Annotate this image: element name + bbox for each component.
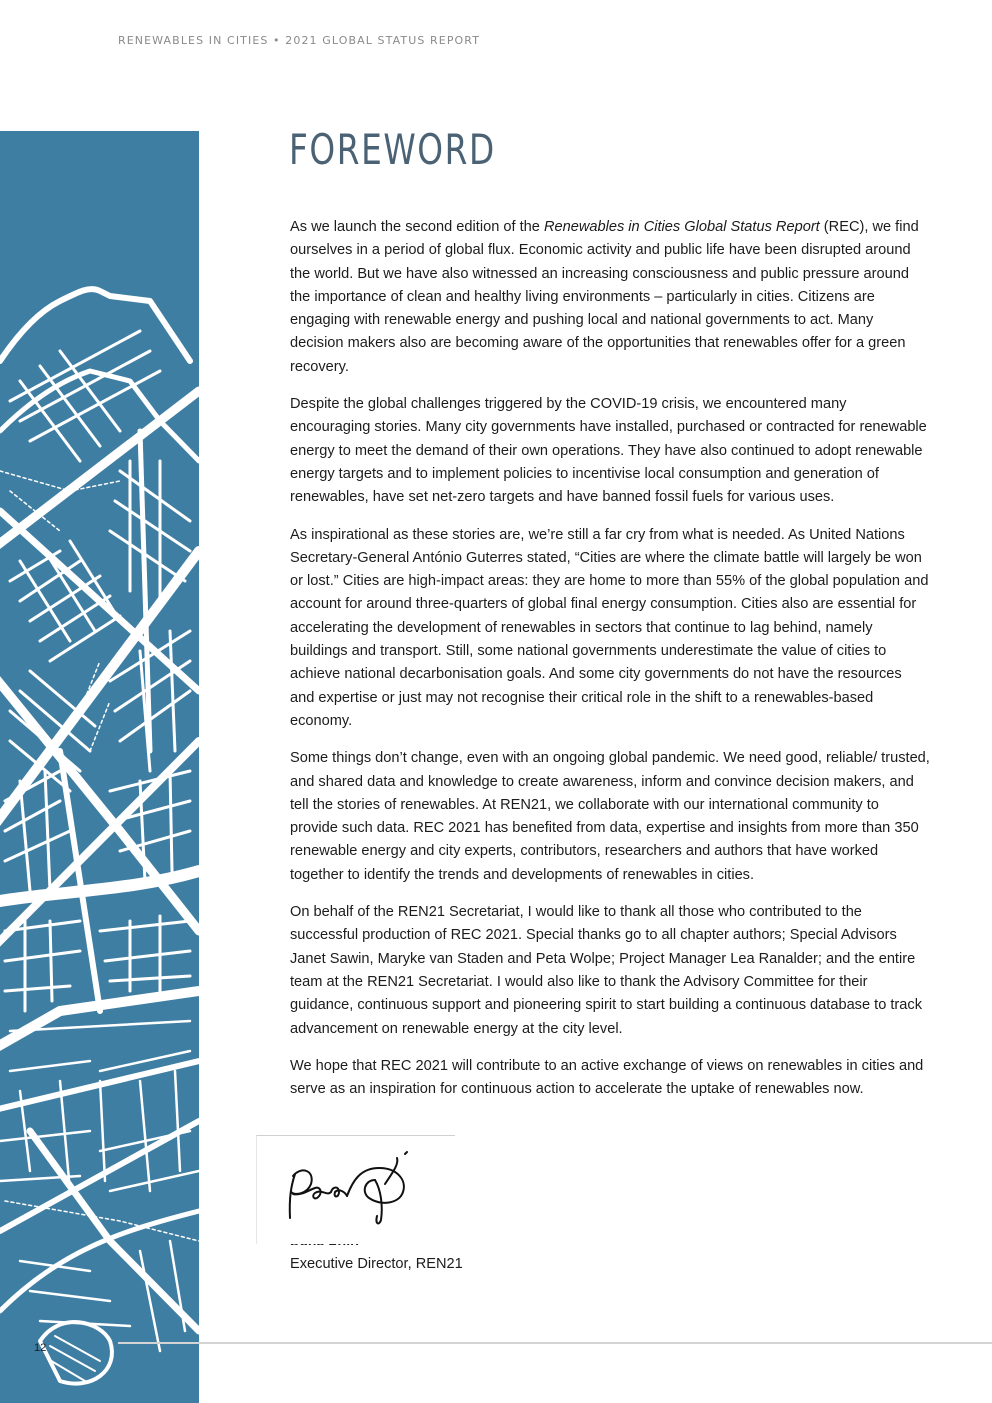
city-map-illustration xyxy=(0,131,199,1403)
report-title-italic: Renewables in Cities Global Status Report xyxy=(543,219,820,235)
paragraph-6: We hope that REC 2021 will contribute to an active exchange of views on renewables in cities and serve as an inspiration for continuous action to accelerate the uptake of renewables now. xyxy=(290,1057,924,1098)
foreword-body xyxy=(290,216,930,1115)
paragraph-1-rest: (REC), we find ourselves in a period of global flux. Economic activity and public life have been disrupted around the world. But we have also witnessed an increasing consciousness and public pressure around the importance of clean and healthy living environments – particularly in cities. Citizens are engaging with renewable energy and pushing local and national governments to act. Many decision makers also are becoming aware of the opportunities that renewables offer for a green recovery. xyxy=(290,219,919,375)
paragraph-3: As inspirational as these stories are, we’re still a far cry from what is needed. As United Nations Secretary-General António Guterres stated, “Cities are where the climate battle will largely be won or lost.” Cities are high-impact areas: they are home to more than 55% of the global population and account for around three-quarters of global final energy consumption. Cities also are essential for accelerating the development of renewables in sectors that continue to lag behind, namely buildings and transport. Still, some national governments underestimate the value of cities to achieve national decarbonisation goals. And some city governments do not have the resources and expertise or just may not recognise their critical role in the shift to a renewables-based economy. xyxy=(290,526,929,729)
handwritten-signature-icon xyxy=(257,1136,455,1244)
paragraph-5: On behalf of the REN21 Secretariat, I would like to thank all those who contributed to the successful production of REC 2021. Special thanks go to all chapter authors; Special Advisors Janet Sawin, Maryke van Staden and Peta Wolpe; Project Manager Lea Ranalder; and the entire team at the REN21 Secretariat. I would also like to thank the Advisory Committee for their guidance, continuous support and pioneering spirit to start building a continuous database to track advancement on renewable energy at the city level. xyxy=(290,904,922,1037)
page-title: FOREWORD xyxy=(289,125,496,174)
signer-role: Executive Director, REN21 xyxy=(290,1256,463,1272)
paragraph-2: Despite the global challenges triggered by the COVID-19 crisis, we encountered many encouraging stories. Many city governments have installed, purchased or contracted for renewable energy to meet the demand of their own operations. They have also continued to adopt renewable energy targets and to implement policies to incentivise local consumption and generation of renewables, have set net-zero targets and have banned fossil fuels for various uses. xyxy=(290,396,927,506)
paragraph-1 xyxy=(290,216,930,379)
running-head: RENEWABLES IN CITIES • 2021 GLOBAL STATUS REPORT xyxy=(118,34,481,47)
footer-rule xyxy=(118,1342,992,1344)
paragraph-1-lead: As we launch the second edition of the xyxy=(290,219,544,235)
city-map-sidebar xyxy=(0,131,199,1403)
paragraph-4: Some things don’t change, even with an ongoing global pandemic. We need good, reliable/ trusted, and shared data and knowledge to create awareness, inform and convince decision makers, and tell the stories of renewables. At REN21, we collaborate with our international community to provide such data. REC 2021 has benefited from data, expertise and insights from more than 350 renewable energy and city experts, contributors, researchers and authors that have worked together to identify the trends and developments of renewables in cities. xyxy=(290,750,930,883)
page-number: 12 xyxy=(34,1342,47,1354)
signature-image xyxy=(256,1135,455,1244)
